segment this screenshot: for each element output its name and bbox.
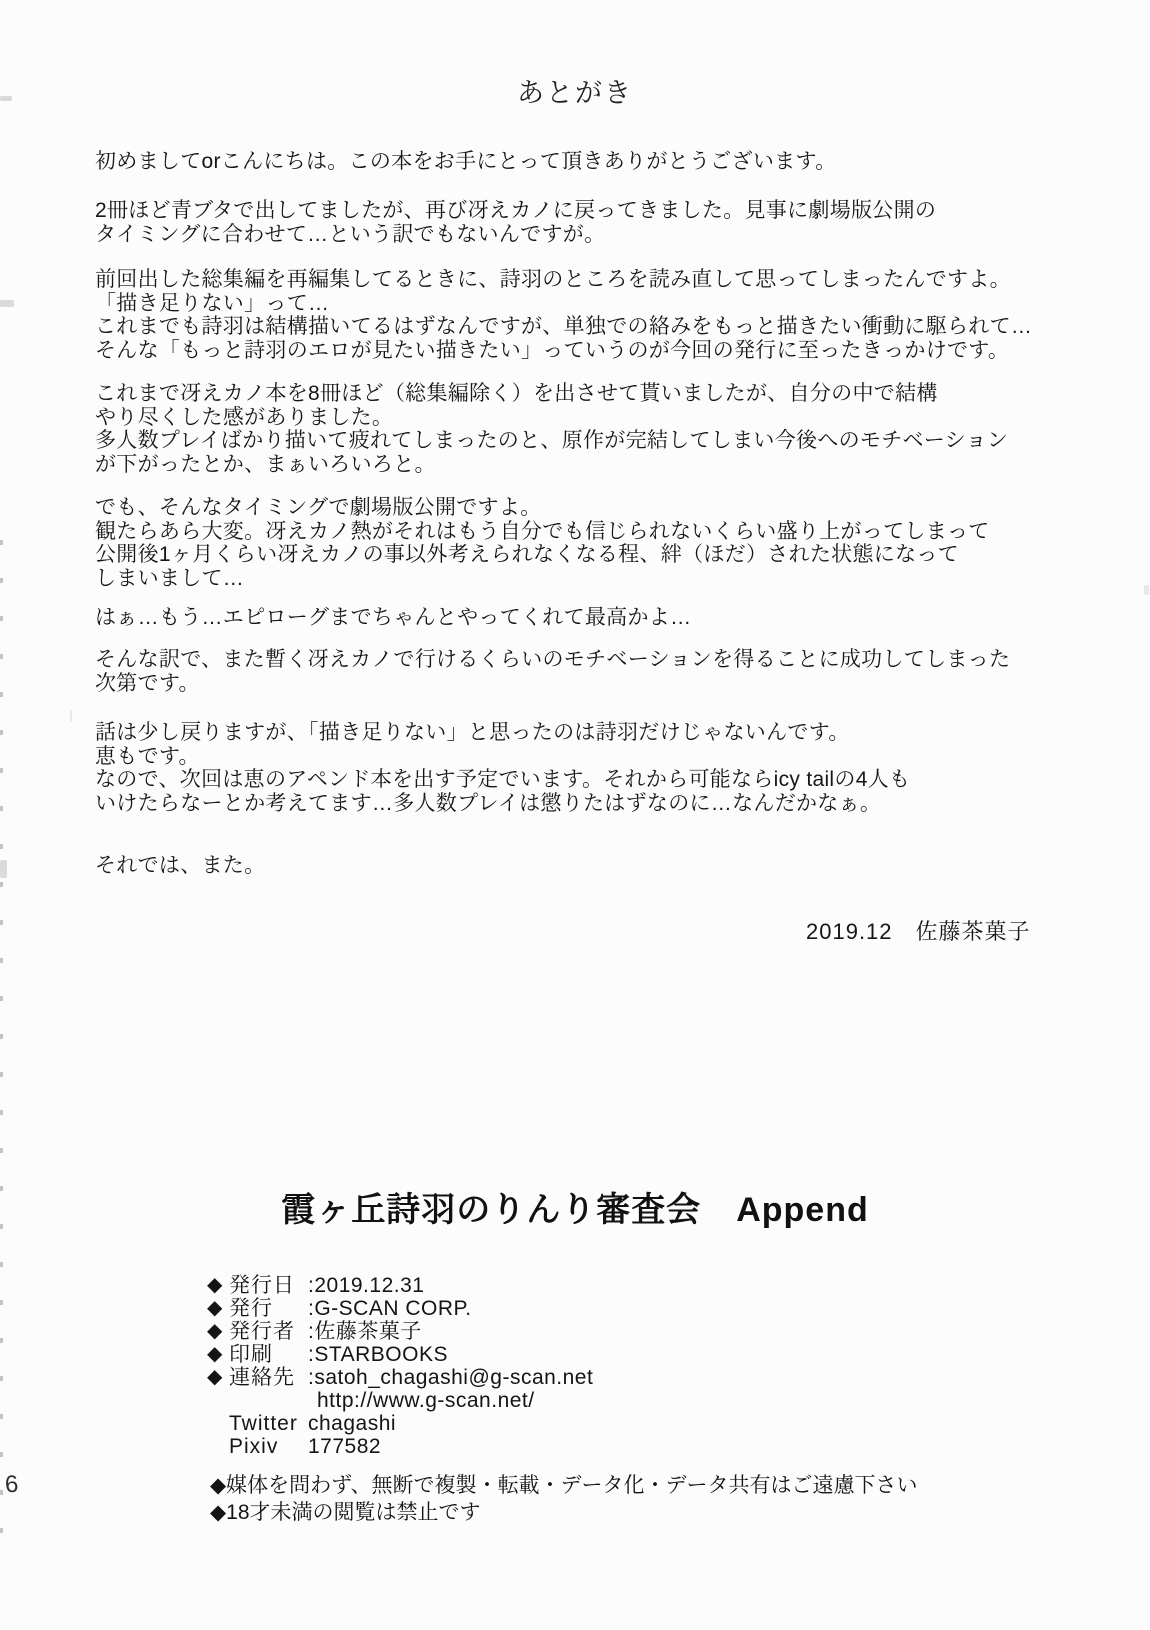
text-line: はぁ…もう…エピローグまでちゃんとやってくれて最高かよ… bbox=[95, 606, 692, 629]
text-line: それでは、また。 bbox=[95, 854, 266, 877]
note-line: ◆18才未満の閲覧は禁止です bbox=[210, 1501, 481, 1524]
colophon-label: 発行者 bbox=[229, 1320, 295, 1343]
text-line: そんな「もっと詩羽のエロが見たい描きたい」っていうのが今回の発行に至ったきっかけです。 bbox=[95, 338, 1010, 362]
afterword-paragraph bbox=[95, 648, 1075, 695]
colophon-value: :佐藤茶菓子 bbox=[308, 1320, 422, 1343]
scan-artifact bbox=[0, 860, 7, 878]
colophon-value: :satoh_chagashi@g-scan.net bbox=[308, 1366, 594, 1389]
scan-artifact bbox=[0, 96, 12, 101]
text-line: 「描き足りない」って… bbox=[95, 291, 330, 315]
colophon-value: :2019.12.31 bbox=[308, 1274, 425, 1297]
colophon-row bbox=[207, 1412, 593, 1435]
scan-artifact bbox=[1144, 585, 1149, 595]
text-line: が下がったとか、まぁいろいろと。 bbox=[95, 452, 436, 476]
text-line: 次第です。 bbox=[95, 671, 200, 695]
page-heading: あとがき bbox=[517, 78, 633, 108]
colophon-row bbox=[207, 1389, 593, 1412]
afterword-paragraph bbox=[95, 606, 1075, 630]
text-line: 初めましてorこんにちは。この本をお手にとって頂きありがとうございます。 bbox=[95, 150, 837, 173]
social-value: 177582 bbox=[308, 1435, 382, 1458]
afterword-paragraph bbox=[95, 199, 1075, 246]
colophon-row bbox=[207, 1297, 593, 1320]
colophon-label: 印刷 bbox=[229, 1343, 273, 1366]
note-line: ◆媒体を問わず、無断で複製・転載・データ化・データ共有はご遠慮下さい bbox=[210, 1474, 918, 1497]
social-label: Twitter bbox=[229, 1412, 298, 1435]
text-line: なので、次回は恵のアペンド本を出す予定でいます。それから可能ならicy tailの4人も bbox=[95, 768, 911, 791]
text-line: 多人数プレイばかり描いて疲れてしまったのと、原作が完結してしまい今後へのモチベーション bbox=[95, 429, 1009, 452]
book-title: 霞ヶ丘詩羽のりんり審査会 Append bbox=[281, 1191, 869, 1229]
text-line: 前回出した総集編を再編集してるときに、詩羽のところを読み直して思ってしまったんですよ。 bbox=[95, 268, 1011, 291]
afterword-paragraph bbox=[95, 721, 1075, 815]
website-url: http://www.g-scan.net/ bbox=[317, 1389, 535, 1412]
colophon-value: :G-SCAN CORP. bbox=[308, 1297, 472, 1320]
colophon-value: :STARBOOKS bbox=[308, 1343, 448, 1366]
afterword-paragraph bbox=[95, 854, 1075, 878]
text-line: これまでも詩羽は結構描いてるはずなんですが、単独での絡みをもっと描きたい衝動に駆られて… bbox=[95, 315, 1033, 338]
social-value: chagashi bbox=[308, 1412, 397, 1435]
text-line: 公開後1ヶ月くらい冴えカノの事以外考えられなくなる程、絆（ほだ）された状態になって bbox=[95, 543, 959, 566]
colophon-row bbox=[207, 1343, 593, 1366]
page-number: 6 bbox=[4, 1470, 20, 1499]
colophon-row bbox=[207, 1320, 593, 1343]
text-line: そんな訳で、また暫く冴えカノで行けるくらいのモチベーションを得ることに成功してしまった bbox=[95, 648, 1011, 671]
text-line: 観たらあら大変。冴えカノ熱がそれはもう自分でも信じられないくらい盛り上がってしまって bbox=[95, 519, 990, 543]
diamond-bullet-icon: ◆ bbox=[207, 1320, 223, 1342]
colophon-label: 発行日 bbox=[229, 1274, 295, 1297]
afterword-paragraph bbox=[95, 268, 1075, 362]
afterword-paragraph bbox=[95, 150, 1075, 174]
social-label: Pixiv bbox=[229, 1435, 279, 1458]
text-line: これまで冴えカノ本を8冊ほど（総集編除く）を出させて貰いましたが、自分の中で結構 bbox=[95, 382, 938, 405]
colophon-row bbox=[207, 1366, 593, 1389]
text-line: 2冊ほど青ブタで出してましたが、再び冴えカノに戻ってきました。見事に劇場版公開の bbox=[95, 199, 937, 222]
scan-edge-noise bbox=[0, 540, 3, 1560]
text-line: いけたらなーとか考えてます…多人数プレイは懲りたはずなのに…なんだかなぁ。 bbox=[95, 791, 882, 815]
legal-notes bbox=[210, 1472, 917, 1526]
text-line: タイミングに合わせて…という訳でもないんですが。 bbox=[95, 222, 606, 246]
text-line: しまいまして… bbox=[95, 566, 245, 590]
diamond-bullet-icon: ◆ bbox=[207, 1343, 223, 1365]
afterword-paragraph bbox=[95, 496, 1075, 590]
text-line: 話は少し戻りますが、「描き足りない」と思ったのは詩羽だけじゃないんです。 bbox=[95, 721, 850, 744]
text-line: やり尽くした感がありました。 bbox=[95, 405, 394, 429]
colophon-block bbox=[207, 1274, 593, 1458]
scan-artifact bbox=[70, 710, 72, 722]
text-line: 恵もです。 bbox=[95, 744, 200, 768]
diamond-bullet-icon: ◆ bbox=[207, 1366, 223, 1388]
colophon-label: 発行 bbox=[229, 1297, 273, 1320]
colophon-row bbox=[207, 1435, 593, 1458]
colophon-row bbox=[207, 1274, 593, 1297]
text-line: でも、そんなタイミングで劇場版公開ですよ。 bbox=[95, 496, 542, 519]
diamond-bullet-icon: ◆ bbox=[207, 1297, 223, 1319]
diamond-bullet-icon: ◆ bbox=[207, 1274, 223, 1296]
afterword-paragraph bbox=[95, 382, 1075, 476]
colophon-label: 連絡先 bbox=[229, 1366, 295, 1389]
author-signature: 2019.12 佐藤茶菓子 bbox=[806, 919, 1031, 944]
scan-artifact bbox=[0, 300, 14, 307]
